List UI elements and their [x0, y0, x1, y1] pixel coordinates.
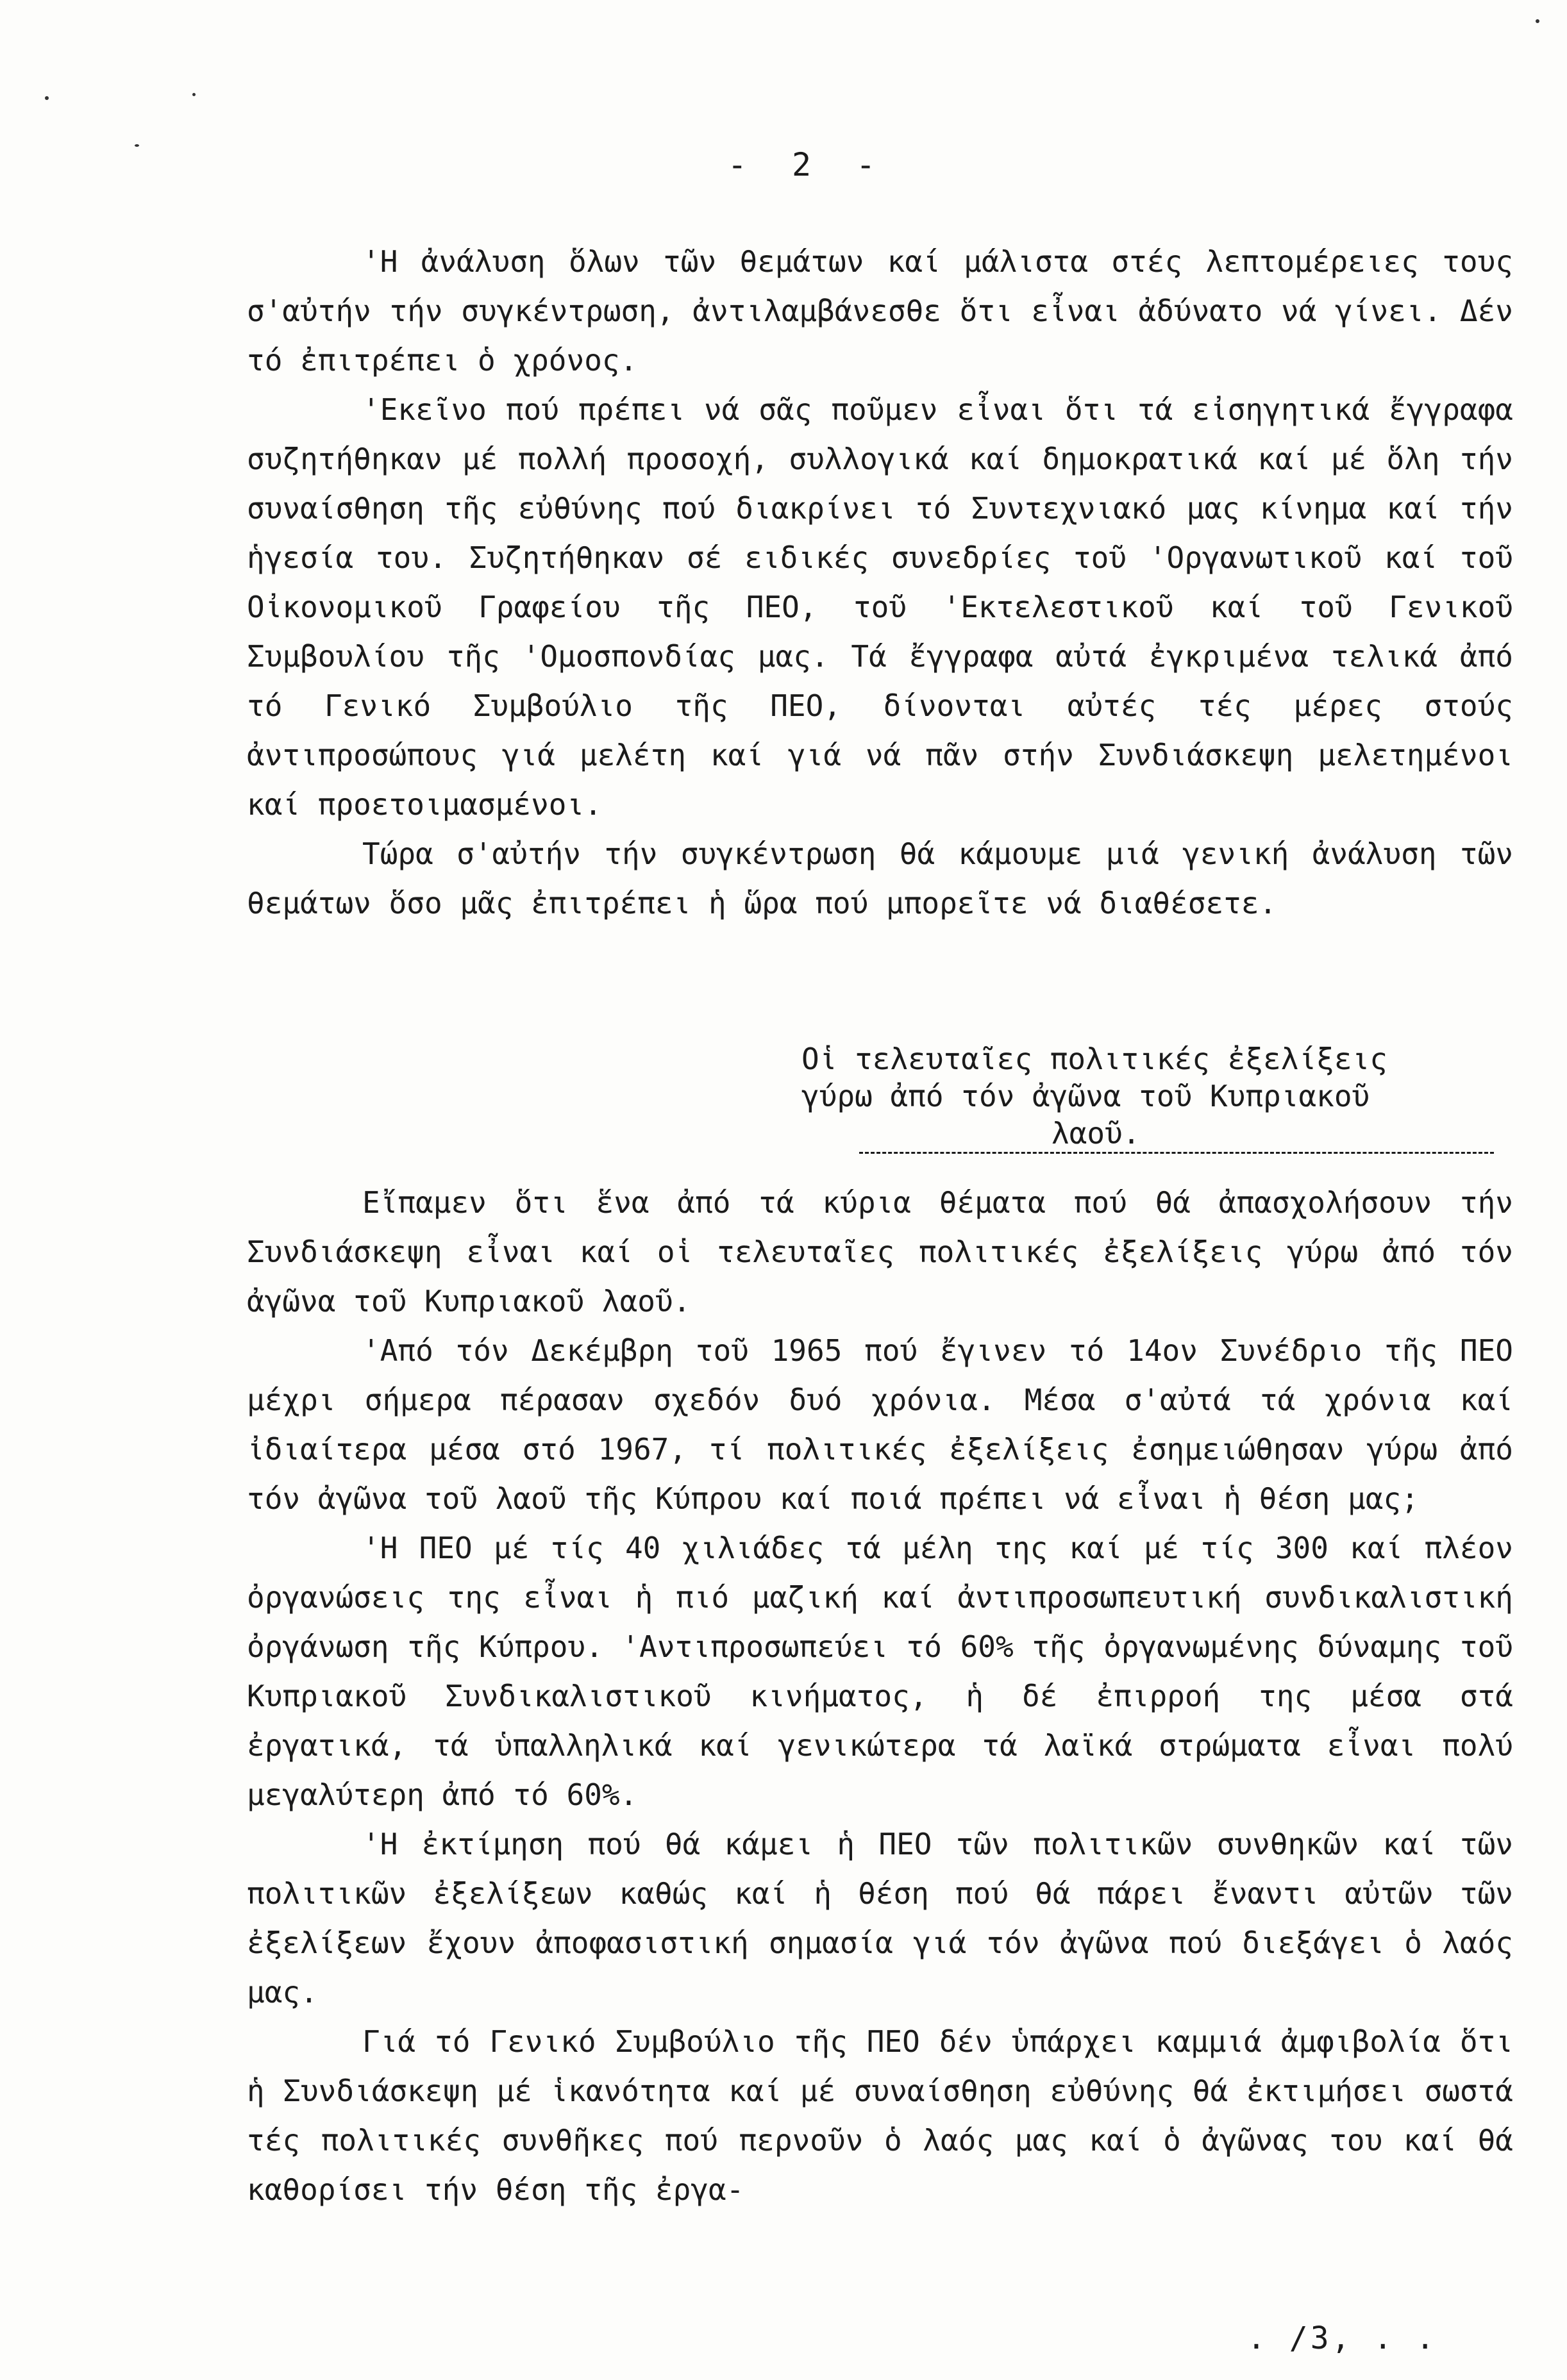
scan-speck [135, 144, 139, 147]
paragraph: 'Η ΠΕΟ μέ τίς 40 χιλιάδες τά μέλη της καί μέ τίς 300 καί πλέον ὀργανώσεις της εἶναι ἡ πιό μαζική καί ἀντιπροσωπευτική συνδικαλιστική ὀργάνωση τῆς Κύπρου. 'Αντιπροσωπεύει τό 60% τῆς ὀργανωμένης δύναμης τοῦ Κυπριακοῦ Συνδικαλιστικοῦ κινήματος, ἡ δέ ἐπιρροή της μέσα στά ἐργατικά, τά ὑπαλληλικά καί γενικώτερα τά λαϊκά στρώματα εἶναι πολύ μεγαλύτερη ἀπό τό 60%. [247, 1531, 1513, 1812]
scan-speck [45, 96, 49, 100]
paragraph: 'Η ἀνάλυση ὅλων τῶν θεμάτων καί μάλιστα στές λεπτομέρειες τους σ'αὐτήν τήν συγκέντρωση, ἀντιλαμβάνεσθε ὅτι εἶναι ἀδύνατο νά γίνει. Δέν τό ἐπιτρέπει ὁ χρόνος. [247, 244, 1513, 378]
page-number: - 2 - [727, 146, 889, 183]
paragraph: Τώρα σ'αὐτήν τήν συγκέντρωση θά κάμουμε μιά γενική ἀνάλυση τῶν θεμάτων ὅσο μᾶς ἐπιτρέπει ἡ ὥρα πού μπορεῖτε νά διαθέσετε. [247, 836, 1513, 920]
paragraph: 'Εκεῖνο πού πρέπει νά σᾶς ποῦμεν εἶναι ὅτι τά εἰσηγητικά ἔγγραφα συζητήθηκαν μέ πολλή προσοχή, συλλογικά καί δημοκρατικά καί μέ ὅλη τήν συναίσθηση τῆς εὐθύνης πού διακρίνει τό Συντεχνιακό μας κίνημα καί τήν ἡγεσία του. Συζητήθηκαν σέ ειδικές συνεδρίες τοῦ 'Οργανωτικοῦ καί τοῦ Οἰκονομικοῦ Γραφείου τῆς ΠΕΟ, τοῦ 'Εκτελεστικοῦ καί τοῦ Γενικοῦ Συμβουλίου τῆς 'Ομοσπονδίας μας. Τά ἔγγραφα αὐτά ἐγκριμένα τελικά ἀπό τό Γενικό Συμβούλιο τῆς ΠΕΟ, δίνονται αὐτές τές μέρες στούς ἀντιπροσώπους γιά μελέτη καί γιά νά πᾶν στήν Συνδιάσκεψη μελετημένοι καί προετοιμασμένοι. [247, 392, 1513, 822]
continuation-mark: . /3, . . [1247, 2320, 1437, 2356]
heading-line: γύρω ἀπό τόν ἀγῶνα τοῦ Κυπριακοῦ [801, 1079, 1370, 1113]
heading-line: Οἱ τελευταῖες πολιτικές ἐξελίξεις [801, 1042, 1387, 1076]
body-text-section [247, 1178, 1513, 2215]
scan-speck [192, 93, 196, 96]
heading-line-underlined: λαοῦ. [859, 1115, 1494, 1154]
paragraph: 'Από τόν Δεκέμβρη τοῦ 1965 πού ἔγινεν τό 14ον Συνέδριο τῆς ΠΕΟ μέχρι σήμερα πέρασαν σχεδόν δυό χρόνια. Μέσα σ'αὐτά τά χρόνια καί ἰδιαίτερα μέσα στό 1967, τί πολιτικές ἐξελίξεις ἐσημειώθησαν γύρω ἀπό τόν ἀγῶνα τοῦ λαοῦ τῆς Κύπρου καί ποιά πρέπει νά εἶναι ἡ θέση μας; [247, 1333, 1513, 1516]
body-text-intro [247, 237, 1513, 928]
section-heading [801, 1040, 1507, 1154]
paragraph: Εἴπαμεν ὅτι ἕνα ἀπό τά κύρια θέματα πού θά ἀπασχολήσουν τήν Συνδιάσκεψη εἶναι καί οἱ τελευταῖες πολιτικές ἐξελίξεις γύρω ἀπό τόν ἀγῶνα τοῦ Κυπριακοῦ λαοῦ. [247, 1185, 1513, 1319]
paragraph: 'Η ἐκτίμηση πού θά κάμει ἡ ΠΕΟ τῶν πολιτικῶν συνθηκῶν καί τῶν πολιτικῶν ἐξελίξεων καθώς καί ἡ θέση πού θά πάρει ἔναντι αὐτῶν τῶν ἐξελίξεων ἔχουν ἀποφασιστική σημασία γιά τόν ἀγῶνα πού διεξάγει ὁ λαός μας. [247, 1827, 1513, 2010]
paragraph: Γιά τό Γενικό Συμβούλιο τῆς ΠΕΟ δέν ὑπάρχει καμμιά ἀμφιβολία ὅτι ἡ Συνδιάσκεψη μέ ἱκανότητα καί μέ συναίσθηση εὐθύνης θά ἐκτιμήσει σωστά τές πολιτικές συνθῆκες πού περνοῦν ὁ λαός μας καί ὁ ἀγῶνας του καί θά καθορίσει τήν θέση τῆς ἐργα- [247, 2024, 1513, 2207]
scan-speck [1536, 19, 1539, 23]
